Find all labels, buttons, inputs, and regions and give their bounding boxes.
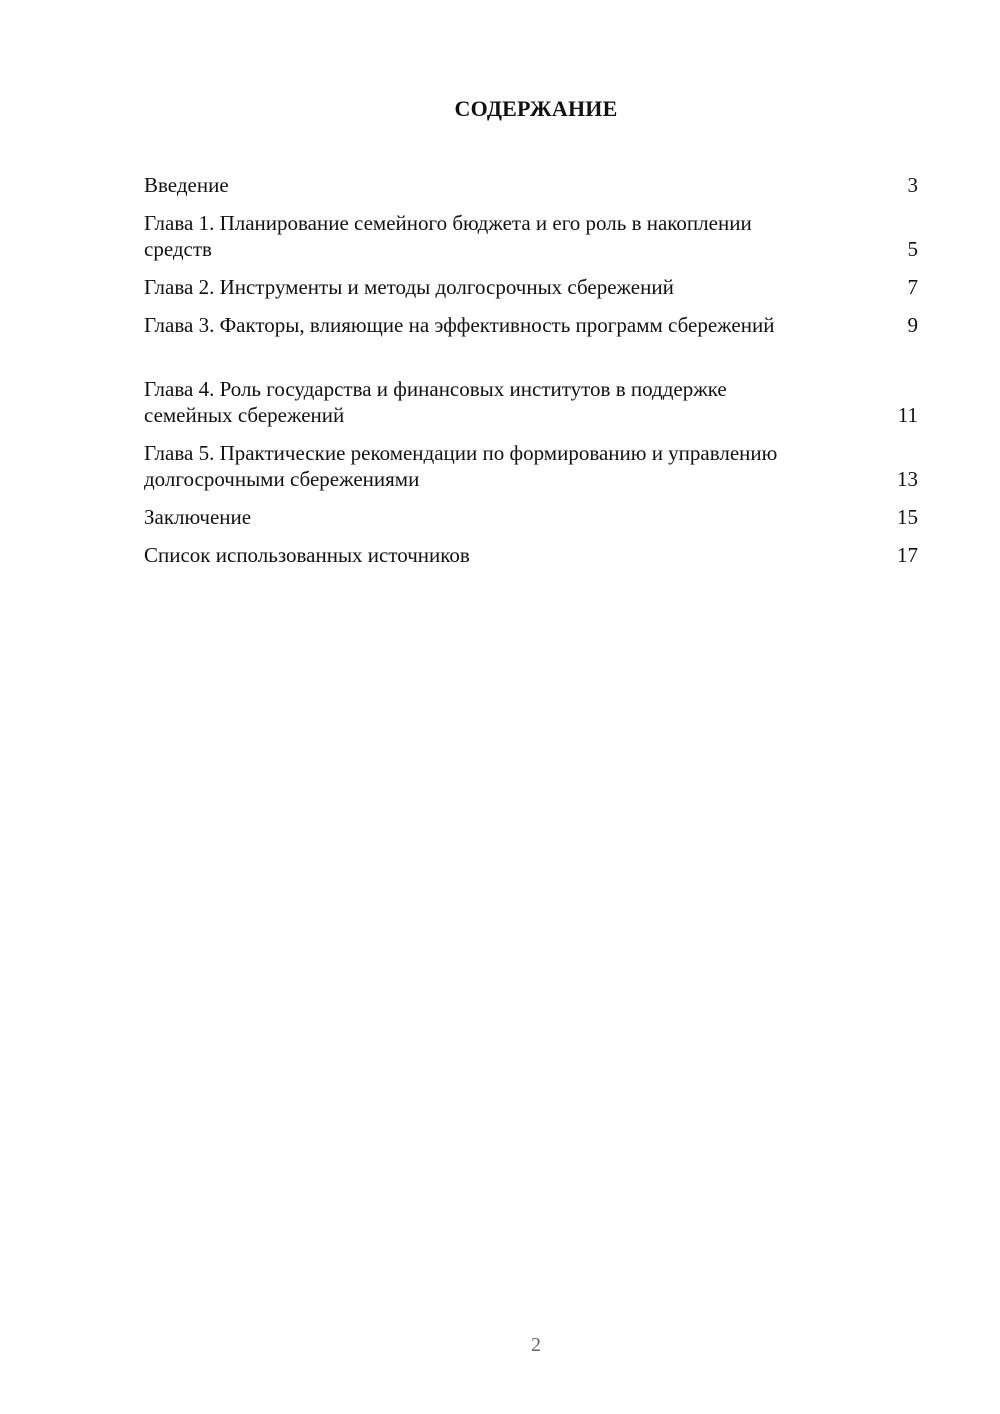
toc-item-page: 3	[907, 173, 918, 197]
toc-item-text: Список использованных источников	[144, 543, 470, 567]
toc-item-chapter-3	[144, 312, 918, 338]
toc-item-page: 17	[897, 543, 918, 567]
toc-item-chapter-4	[144, 376, 918, 428]
toc-item-page: 11	[897, 403, 918, 427]
toc-item-chapter-2	[144, 274, 918, 300]
page-number: 2	[531, 1334, 541, 1356]
toc-item-chapter-5	[144, 440, 918, 492]
toc-item-chapter-1	[144, 210, 918, 262]
toc-item-references	[144, 542, 918, 568]
toc-item-page: 7	[907, 275, 918, 299]
toc-item-page: 5	[907, 237, 918, 261]
toc-item-text: Глава 4. Роль государства и финансовых институтов в поддержке семейных сбережений	[144, 377, 727, 427]
toc-item-text: Глава 1. Планирование семейного бюджета и его роль в накоплении средств	[144, 211, 752, 261]
toc-title: СОДЕРЖАНИЕ	[454, 96, 618, 121]
toc-item-text: Заключение	[144, 505, 252, 529]
toc-item-page: 15	[897, 505, 918, 529]
toc-item-introduction	[144, 172, 918, 198]
toc-item-page: 9	[907, 313, 918, 337]
toc-item-text: Введение	[144, 173, 229, 197]
toc-item-text: Глава 3. Факторы, влияющие на эффективность программ сбережений	[144, 313, 775, 337]
toc-item-page: 13	[897, 467, 918, 491]
toc-item-text: Глава 2. Инструменты и методы долгосрочных сбережений	[144, 275, 674, 299]
toc-item-text: Глава 5. Практические рекомендации по формированию и управлению долгосрочными сбережениями	[144, 441, 778, 491]
toc-item-conclusion	[144, 504, 918, 530]
